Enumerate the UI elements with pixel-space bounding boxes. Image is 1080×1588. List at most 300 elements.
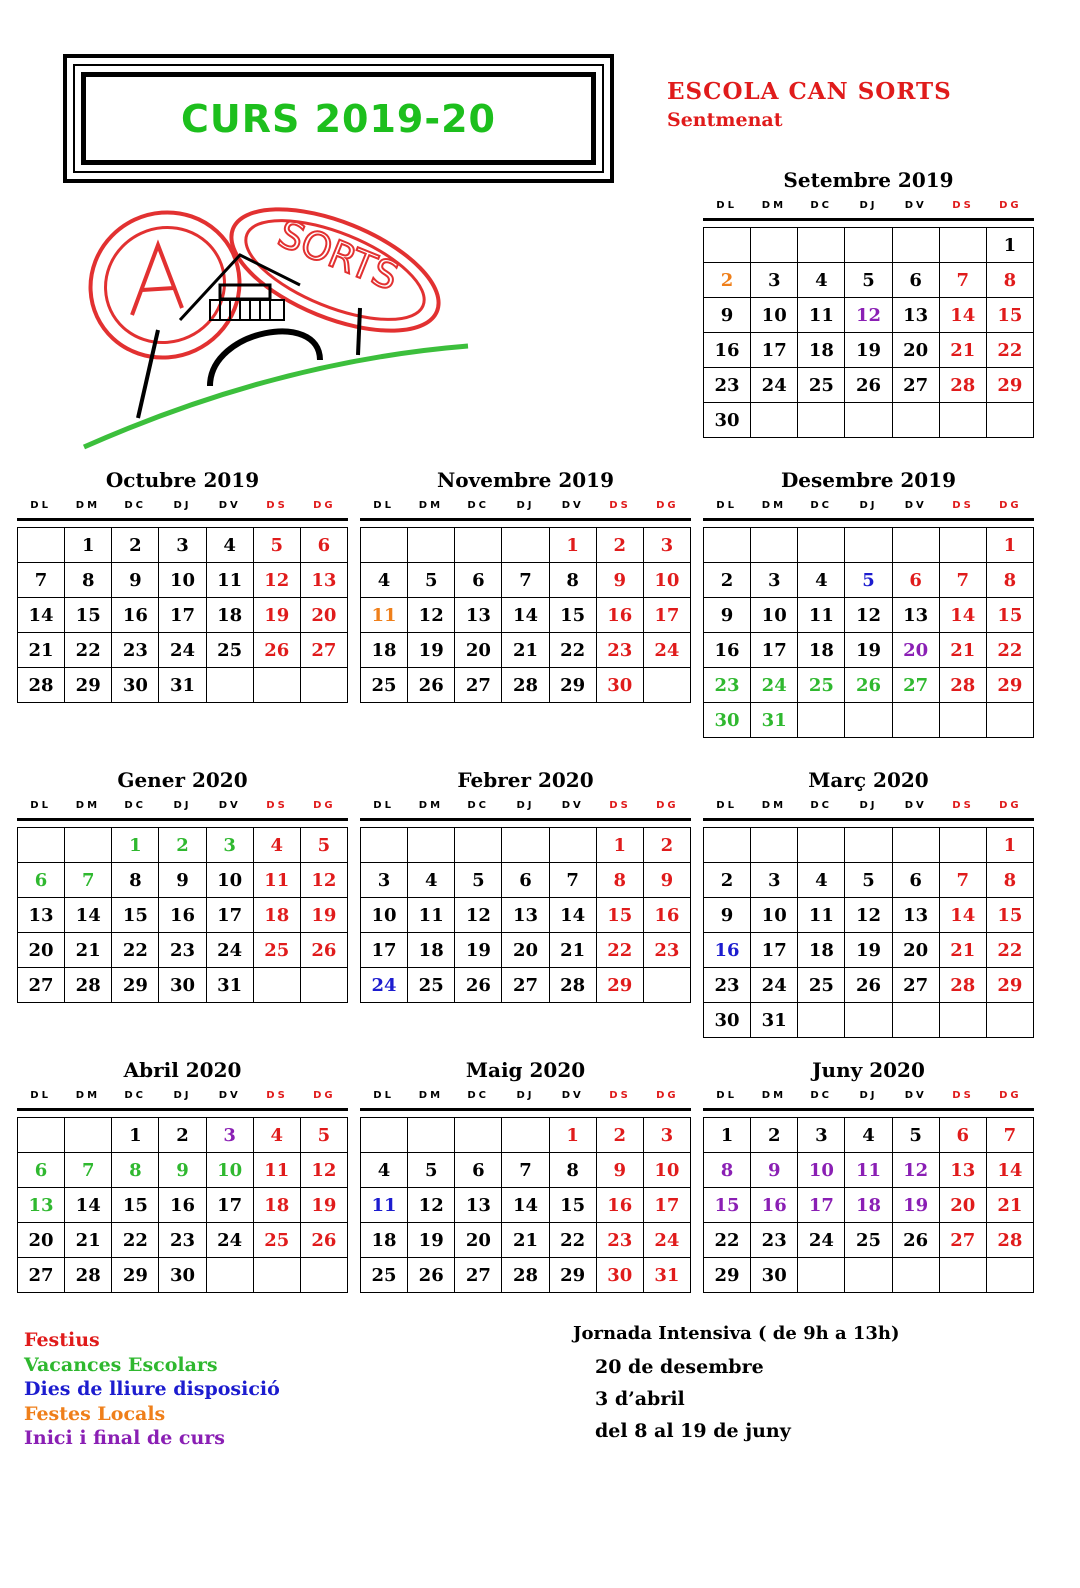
month-setembre [703,168,1034,438]
empty-cell [939,828,986,863]
week-row [704,898,1034,933]
day-cell: 21 [939,933,986,968]
weekday-label: DJ [173,799,192,811]
day-cell: 10 [751,898,798,933]
weekday-label: DV [904,1089,927,1101]
legend [24,1328,280,1451]
month-title: Juny 2020 [812,1058,925,1082]
week-row [704,863,1034,898]
day-cell: 28 [65,968,112,1003]
day-cell: 31 [206,968,253,1003]
school-town: Sentmenat [667,109,783,131]
weekday-label: DL [716,799,737,811]
day-cell: 23 [596,633,643,668]
day-cell: 11 [206,563,253,598]
day-cell: 4 [798,863,845,898]
empty-cell [986,703,1033,738]
week-row [704,368,1034,403]
day-cell: 6 [939,1118,986,1153]
weekday-label: DM [418,1089,444,1101]
empty-cell [751,528,798,563]
weekday-label: DS [952,199,974,211]
week-row [18,863,348,898]
weekday-label: DM [75,499,101,511]
day-cell: 14 [65,898,112,933]
empty-cell [300,1258,347,1293]
day-cell: 1 [986,828,1033,863]
week-row [361,633,691,668]
day-cell: 12 [845,298,892,333]
day-cell: 15 [704,1188,751,1223]
day-cell: 2 [643,828,690,863]
weekday-header [17,492,348,521]
month-grid [703,527,1034,738]
weekday-label: DG [656,1089,679,1101]
day-cell: 13 [892,898,939,933]
weekday-label: DM [761,499,787,511]
weekday-header [703,492,1034,521]
day-cell: 22 [549,633,596,668]
day-cell: 7 [549,863,596,898]
weekday-label: DL [716,499,737,511]
week-row [18,1258,348,1293]
day-cell: 20 [939,1188,986,1223]
day-cell: 29 [112,1258,159,1293]
empty-cell [549,828,596,863]
week-row [18,633,348,668]
empty-cell [751,403,798,438]
day-cell: 23 [112,633,159,668]
day-cell: 2 [704,563,751,598]
day-cell: 25 [798,968,845,1003]
day-cell: 21 [986,1188,1033,1223]
day-cell: 5 [845,563,892,598]
weekday-header [703,792,1034,821]
day-cell: 20 [300,598,347,633]
day-cell: 1 [112,1118,159,1153]
day-cell: 6 [455,1153,502,1188]
day-cell: 5 [455,863,502,898]
empty-cell [206,668,253,703]
weekday-header [17,792,348,821]
week-row [18,898,348,933]
legend-festes-locals: Festes Locals [24,1402,166,1425]
empty-cell [986,403,1033,438]
day-cell: 22 [65,633,112,668]
day-cell: 9 [751,1153,798,1188]
week-row [704,528,1034,563]
weekday-label: DL [373,499,394,511]
day-cell: 2 [596,528,643,563]
week-row [361,1153,691,1188]
day-cell: 25 [253,1223,300,1258]
day-cell: 23 [704,368,751,403]
day-cell: 1 [549,528,596,563]
weekday-label: DS [266,499,288,511]
weekday-label: DL [716,199,737,211]
day-cell: 29 [112,968,159,1003]
day-cell: 3 [751,563,798,598]
day-cell: 1 [986,528,1033,563]
logo-house-wall-left [138,330,158,418]
weekday-label: DJ [516,799,535,811]
empty-cell [798,403,845,438]
weekday-label: DM [418,499,444,511]
empty-cell [892,228,939,263]
empty-cell [939,703,986,738]
empty-cell [65,1118,112,1153]
day-cell: 15 [986,298,1033,333]
title-frame [81,72,596,165]
day-cell: 4 [798,563,845,598]
day-cell: 13 [455,1188,502,1223]
day-cell: 29 [986,368,1033,403]
day-cell: 13 [939,1153,986,1188]
day-cell: 5 [253,528,300,563]
month-grid [360,527,691,703]
empty-cell [408,828,455,863]
empty-cell [798,1258,845,1293]
weekday-label: DV [561,1089,584,1101]
day-cell: 24 [361,968,408,1003]
weekday-label: DM [75,1089,101,1101]
empty-cell [253,968,300,1003]
weekday-label: DC [124,799,147,811]
day-cell: 19 [300,898,347,933]
empty-cell [845,528,892,563]
day-cell: 30 [704,1003,751,1038]
day-cell: 12 [845,598,892,633]
day-cell: 26 [300,1223,347,1258]
empty-cell [206,1258,253,1293]
empty-cell [18,528,65,563]
day-cell: 17 [751,633,798,668]
day-cell: 3 [751,263,798,298]
day-cell: 18 [361,1223,408,1258]
day-cell: 13 [455,598,502,633]
weekday-label: DV [218,499,241,511]
day-cell: 28 [549,968,596,1003]
day-cell: 4 [845,1118,892,1153]
week-row [704,598,1034,633]
day-cell: 6 [892,863,939,898]
day-cell: 9 [159,1153,206,1188]
weekday-label: DS [952,499,974,511]
day-cell: 21 [549,933,596,968]
empty-cell [892,703,939,738]
day-cell: 15 [549,1188,596,1223]
week-row [361,1223,691,1258]
empty-cell [798,228,845,263]
day-cell: 10 [361,898,408,933]
day-cell: 8 [986,263,1033,298]
day-cell: 25 [798,368,845,403]
day-cell: 6 [300,528,347,563]
week-row [704,1188,1034,1223]
day-cell: 11 [361,1188,408,1223]
weekday-label: DG [656,499,679,511]
day-cell: 8 [596,863,643,898]
day-cell: 25 [408,968,455,1003]
day-cell: 29 [986,968,1033,1003]
weekday-label: DS [952,799,974,811]
empty-cell [939,1258,986,1293]
day-cell: 23 [159,1223,206,1258]
week-row [18,933,348,968]
month-title: Maig 2020 [465,1058,586,1082]
weekday-label: DV [904,499,927,511]
day-cell: 15 [112,898,159,933]
day-cell: 19 [408,633,455,668]
day-cell: 13 [892,598,939,633]
day-cell: 22 [549,1223,596,1258]
legend-vacances: Vacances Escolars [24,1353,218,1376]
day-cell: 27 [502,968,549,1003]
weekday-label: DC [810,799,833,811]
day-cell: 18 [798,933,845,968]
day-cell: 28 [939,668,986,703]
day-cell: 25 [361,668,408,703]
day-cell: 10 [206,863,253,898]
day-cell: 19 [300,1188,347,1223]
day-cell: 27 [892,668,939,703]
day-cell: 20 [18,1223,65,1258]
day-cell: 24 [798,1223,845,1258]
weekday-label: DJ [173,1089,192,1101]
empty-cell [502,828,549,863]
day-cell: 12 [253,563,300,598]
day-cell: 29 [65,668,112,703]
weekday-label: DV [218,799,241,811]
weekday-label: DS [609,499,631,511]
day-cell: 19 [455,933,502,968]
month-marc [703,768,1034,1038]
day-cell: 19 [253,598,300,633]
day-cell: 23 [751,1223,798,1258]
weekday-label: DG [656,799,679,811]
day-cell: 5 [892,1118,939,1153]
day-cell: 23 [643,933,690,968]
day-cell: 6 [18,863,65,898]
empty-cell [751,228,798,263]
day-cell: 20 [455,1223,502,1258]
empty-cell [502,1118,549,1153]
day-cell: 7 [939,563,986,598]
day-cell: 4 [206,528,253,563]
month-gener [17,768,348,1003]
day-cell: 28 [939,968,986,1003]
day-cell: 3 [206,1118,253,1153]
day-cell: 2 [112,528,159,563]
week-row [704,298,1034,333]
day-cell: 26 [455,968,502,1003]
week-row [18,668,348,703]
day-cell: 8 [549,563,596,598]
day-cell: 9 [643,863,690,898]
intensive-date: del 8 al 19 de juny [595,1420,791,1442]
day-cell: 11 [361,598,408,633]
weekday-label: DS [266,1089,288,1101]
day-cell: 20 [502,933,549,968]
empty-cell [798,703,845,738]
day-cell: 9 [704,598,751,633]
day-cell: 30 [159,1258,206,1293]
day-cell: 1 [986,228,1033,263]
weekday-label: DV [561,499,584,511]
weekday-header [17,1082,348,1111]
month-desembre [703,468,1034,738]
week-row [361,1118,691,1153]
day-cell: 21 [939,333,986,368]
day-cell: 18 [253,1188,300,1223]
day-cell: 15 [596,898,643,933]
day-cell: 18 [798,633,845,668]
day-cell: 1 [704,1118,751,1153]
month-grid [17,527,348,703]
weekday-label: DC [810,1089,833,1101]
day-cell: 12 [300,863,347,898]
day-cell: 29 [704,1258,751,1293]
day-cell: 24 [751,368,798,403]
day-cell: 27 [18,968,65,1003]
empty-cell [845,228,892,263]
day-cell: 9 [112,563,159,598]
day-cell: 10 [206,1153,253,1188]
weekday-header [360,492,691,521]
day-cell: 14 [18,598,65,633]
week-row [704,633,1034,668]
day-cell: 4 [253,828,300,863]
day-cell: 30 [704,403,751,438]
weekday-label: DM [418,799,444,811]
day-cell: 26 [845,668,892,703]
day-cell: 8 [112,863,159,898]
day-cell: 30 [112,668,159,703]
empty-cell [986,1003,1033,1038]
day-cell: 25 [253,933,300,968]
day-cell: 27 [892,968,939,1003]
day-cell: 16 [596,1188,643,1223]
day-cell: 10 [643,1153,690,1188]
day-cell: 20 [892,933,939,968]
day-cell: 16 [751,1188,798,1223]
weekday-header [360,792,691,821]
day-cell: 31 [751,1003,798,1038]
day-cell: 17 [643,598,690,633]
day-cell: 14 [939,898,986,933]
weekday-label: DG [999,1089,1022,1101]
day-cell: 14 [986,1153,1033,1188]
weekday-label: DC [467,799,490,811]
weekday-label: DM [75,799,101,811]
day-cell: 17 [206,1188,253,1223]
day-cell: 30 [751,1258,798,1293]
day-cell: 7 [939,263,986,298]
week-row [704,563,1034,598]
empty-cell [361,528,408,563]
day-cell: 29 [986,668,1033,703]
weekday-label: DL [30,1089,51,1101]
weekday-label: DC [124,1089,147,1101]
day-cell: 26 [845,968,892,1003]
week-row [18,1153,348,1188]
day-cell: 16 [159,898,206,933]
day-cell: 18 [408,933,455,968]
empty-cell [704,228,751,263]
empty-cell [892,1003,939,1038]
empty-cell [643,668,690,703]
week-row [704,1118,1034,1153]
day-cell: 6 [502,863,549,898]
month-grid [360,827,691,1003]
week-row [18,828,348,863]
day-cell: 12 [892,1153,939,1188]
day-cell: 21 [18,633,65,668]
day-cell: 25 [361,1258,408,1293]
empty-cell [704,828,751,863]
school-info [667,78,952,131]
weekday-label: DG [313,499,336,511]
weekday-label: DJ [859,499,878,511]
day-cell: 8 [112,1153,159,1188]
day-cell: 14 [549,898,596,933]
day-cell: 22 [986,333,1033,368]
day-cell: 25 [845,1223,892,1258]
day-cell: 26 [408,1258,455,1293]
day-cell: 4 [253,1118,300,1153]
legend-festius: Festius [24,1329,100,1351]
weekday-label: DM [761,799,787,811]
empty-cell [986,1258,1033,1293]
empty-cell [892,528,939,563]
day-cell: 8 [986,863,1033,898]
day-cell: 28 [502,1258,549,1293]
week-row [361,1188,691,1223]
day-cell: 13 [18,898,65,933]
day-cell: 10 [643,563,690,598]
day-cell: 8 [986,563,1033,598]
day-cell: 6 [892,263,939,298]
week-row [361,668,691,703]
day-cell: 11 [408,898,455,933]
week-row [704,403,1034,438]
day-cell: 12 [455,898,502,933]
day-cell: 29 [549,1258,596,1293]
empty-cell [65,828,112,863]
school-name: ESCOLA CAN SORTS [667,78,952,105]
day-cell: 13 [892,298,939,333]
month-title: Febrer 2020 [457,768,594,792]
intensive-date: 20 de desembre [595,1356,764,1378]
empty-cell [939,1003,986,1038]
day-cell: 21 [65,933,112,968]
day-cell: 10 [751,298,798,333]
week-row [704,333,1034,368]
day-cell: 26 [300,933,347,968]
empty-cell [892,1258,939,1293]
empty-cell [253,1258,300,1293]
day-cell: 9 [159,863,206,898]
weekday-label: DJ [516,499,535,511]
day-cell: 13 [300,563,347,598]
day-cell: 24 [643,633,690,668]
day-cell: 17 [206,898,253,933]
weekday-header [703,1082,1034,1111]
day-cell: 19 [845,633,892,668]
day-cell: 24 [159,633,206,668]
day-cell: 5 [845,863,892,898]
day-cell: 21 [65,1223,112,1258]
